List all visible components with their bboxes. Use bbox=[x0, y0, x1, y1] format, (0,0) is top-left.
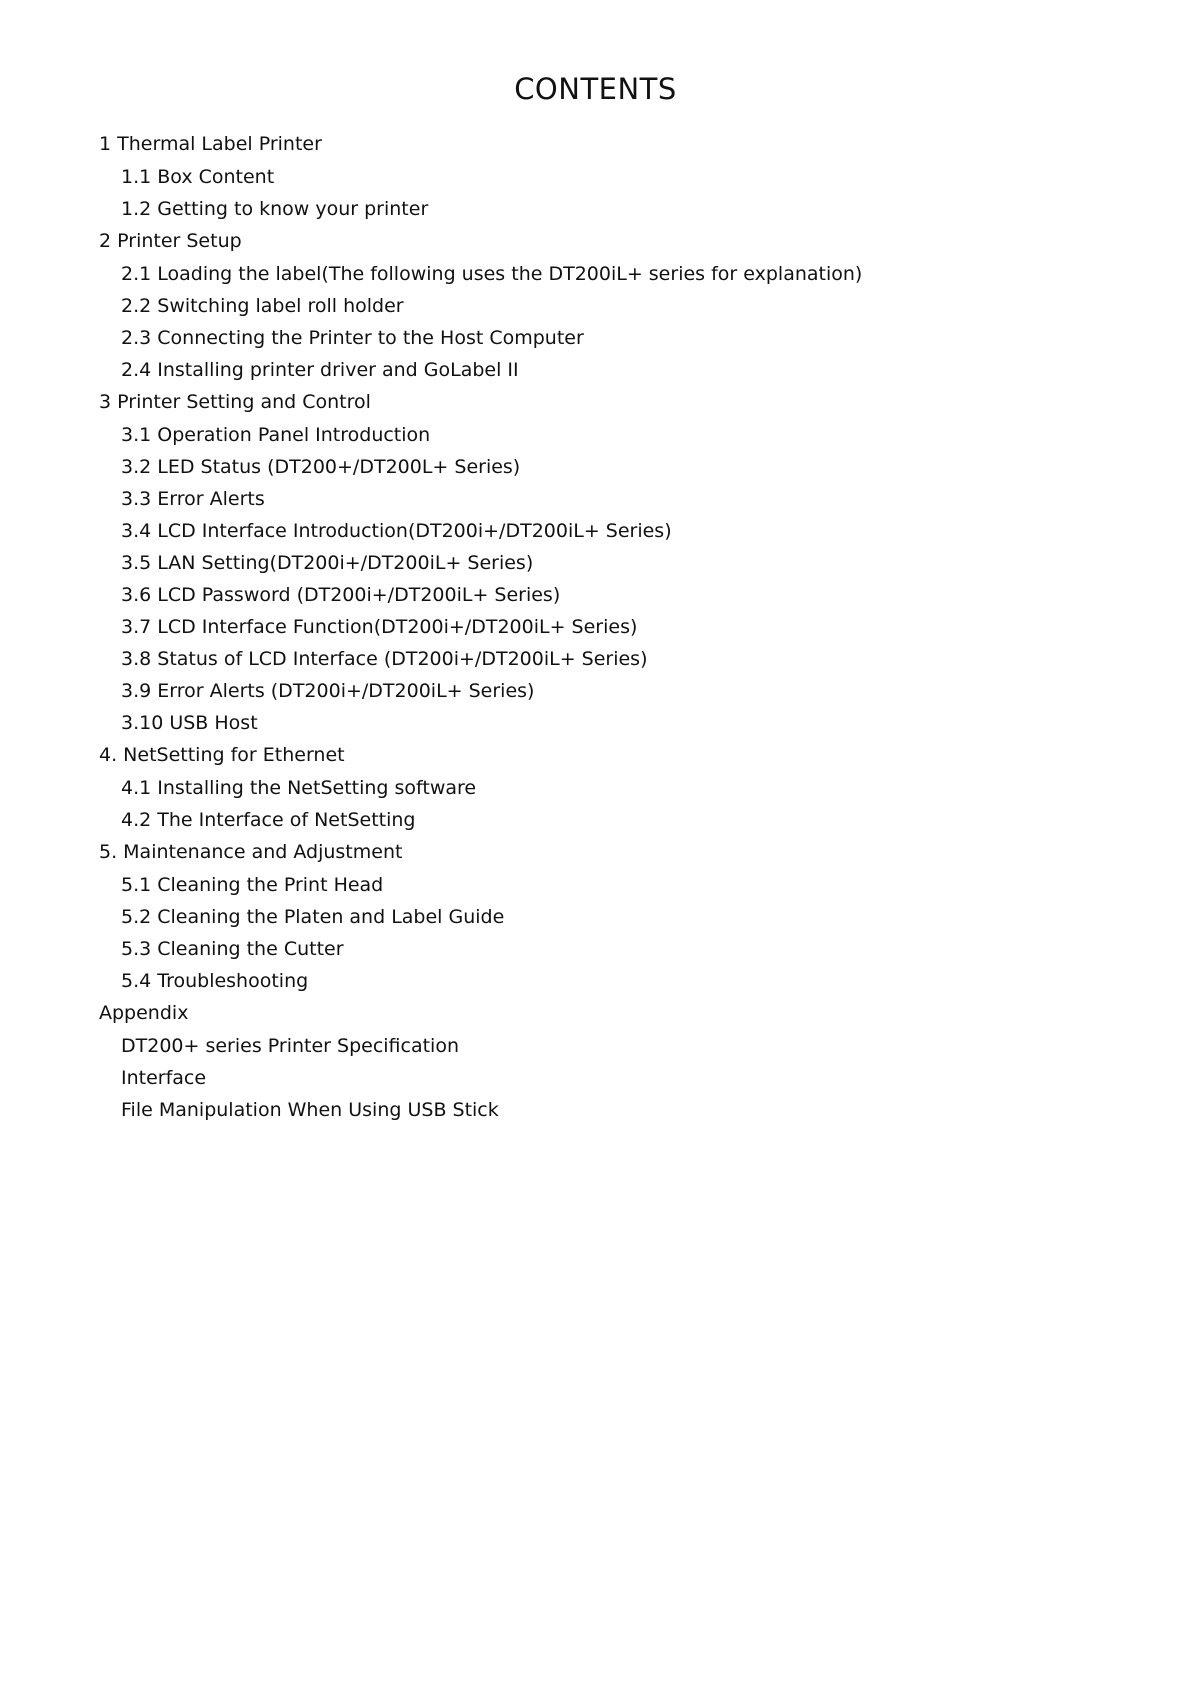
toc-item-list bbox=[99, 873, 1099, 993]
toc-item: 3.7 LCD Interface Function(DT200i+/DT200iL+ Series) bbox=[121, 616, 638, 638]
toc-section-2 bbox=[99, 229, 1099, 382]
toc-item: 3.9 Error Alerts (DT200i+/DT200iL+ Series) bbox=[121, 680, 535, 702]
toc-item: 2.4 Installing printer driver and GoLabel II bbox=[121, 359, 519, 381]
toc-item: 3.5 LAN Setting(DT200i+/DT200iL+ Series) bbox=[121, 552, 534, 574]
toc-item: 3.1 Operation Panel Introduction bbox=[121, 424, 431, 446]
toc-item-list bbox=[99, 423, 1099, 735]
toc-item: 5.2 Cleaning the Platen and Label Guide bbox=[121, 906, 505, 928]
toc-section-4 bbox=[99, 743, 1099, 832]
toc-item: 3.4 LCD Interface Introduction(DT200i+/DT200iL+ Series) bbox=[121, 520, 672, 542]
toc-chapter-heading: Appendix bbox=[99, 1002, 189, 1024]
toc-item: 3.2 LED Status (DT200+/DT200L+ Series) bbox=[121, 456, 521, 478]
toc-item: File Manipulation When Using USB Stick bbox=[121, 1099, 499, 1121]
toc-section-3 bbox=[99, 390, 1099, 735]
toc-item: 3.8 Status of LCD Interface (DT200i+/DT200iL+ Series) bbox=[121, 648, 648, 670]
toc-section-1 bbox=[99, 132, 1099, 221]
toc-chapter-heading: 2 Printer Setup bbox=[99, 230, 242, 252]
toc-item: Interface bbox=[121, 1067, 207, 1089]
toc-item-list bbox=[99, 1034, 1099, 1122]
toc-item-list bbox=[99, 776, 1099, 832]
toc-item: 5.4 Troubleshooting bbox=[121, 970, 309, 992]
toc-item: 4.2 The Interface of NetSetting bbox=[121, 809, 416, 831]
toc-item-list bbox=[99, 165, 1099, 221]
toc-item: 4.1 Installing the NetSetting software bbox=[121, 777, 477, 799]
toc-item: 5.1 Cleaning the Print Head bbox=[121, 874, 384, 896]
table-of-contents bbox=[99, 132, 1099, 1130]
toc-item: 1.1 Box Content bbox=[121, 166, 275, 188]
toc-chapter-heading: 4. NetSetting for Ethernet bbox=[99, 744, 345, 766]
toc-section-5 bbox=[99, 840, 1099, 993]
toc-chapter-heading: 1 Thermal Label Printer bbox=[99, 133, 322, 155]
toc-item: 2.1 Loading the label(The following uses the DT200iL+ series for explanation) bbox=[121, 263, 863, 285]
toc-item: 3.6 LCD Password (DT200i+/DT200iL+ Series) bbox=[121, 584, 561, 606]
page-title: CONTENTS bbox=[514, 72, 677, 106]
toc-item: 5.3 Cleaning the Cutter bbox=[121, 938, 344, 960]
toc-chapter-heading: 3 Printer Setting and Control bbox=[99, 391, 371, 413]
toc-chapter-heading: 5. Maintenance and Adjustment bbox=[99, 841, 403, 863]
toc-item: 3.3 Error Alerts bbox=[121, 488, 265, 510]
toc-item: 3.10 USB Host bbox=[121, 712, 258, 734]
toc-item-list bbox=[99, 262, 1099, 382]
toc-item: DT200+ series Printer Specification bbox=[121, 1035, 460, 1057]
toc-item: 2.2 Switching label roll holder bbox=[121, 295, 404, 317]
toc-item: 1.2 Getting to know your printer bbox=[121, 198, 429, 220]
toc-section-appendix bbox=[99, 1001, 1099, 1122]
toc-item: 2.3 Connecting the Printer to the Host Computer bbox=[121, 327, 584, 349]
